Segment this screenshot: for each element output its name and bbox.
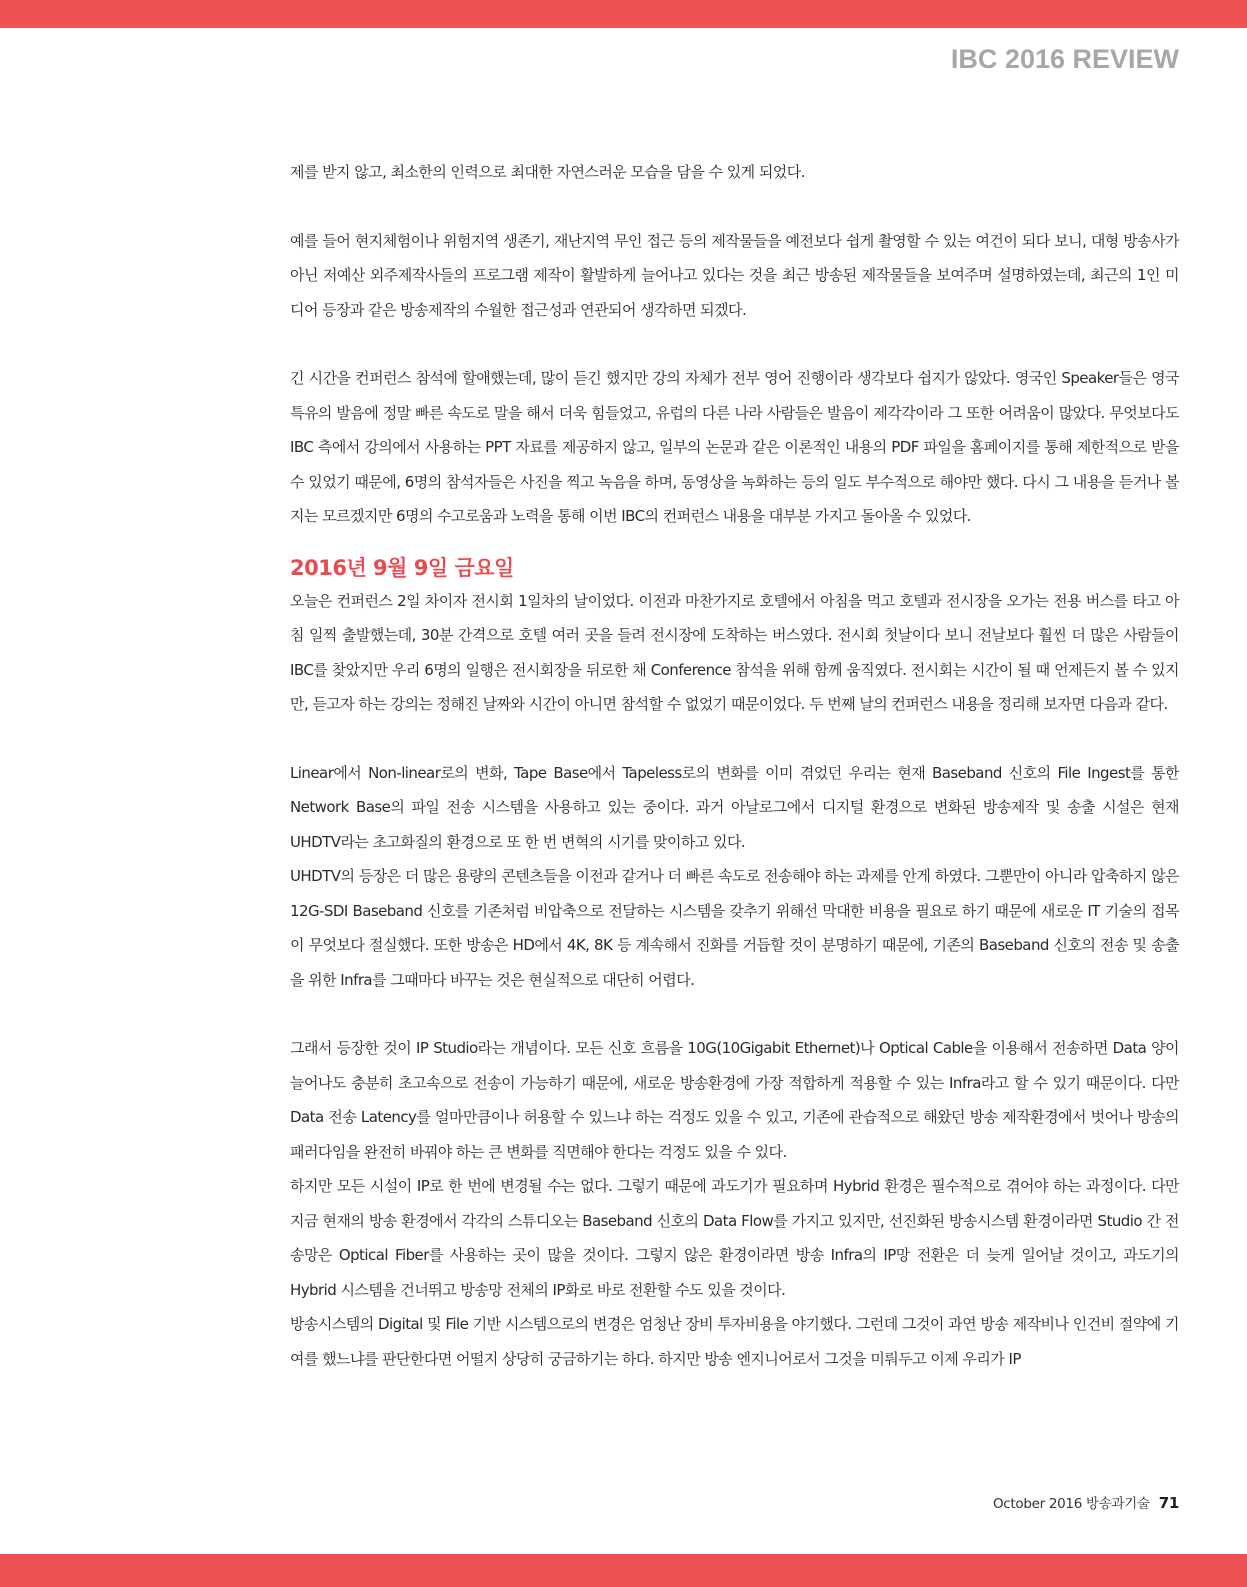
paragraph-spacer bbox=[290, 327, 1179, 361]
section-spacer bbox=[290, 534, 1179, 552]
magazine-section-title: IBC 2016 REVIEW bbox=[950, 44, 1179, 74]
paragraph-5: Linear에서 Non-linear로의 변화, Tape Base에서 Tapeless로의 변화를 이미 겪었던 우리는 현재 Baseband 신호의 File Ingest를 통한 Network Base의 파일 전송 시스템을 사용하고 있는 중이다. 과거 아날로그에서 디지털 환경으로 변화된 방송제작 및 송출 시설은 현재 UHDTV라는 초고화질의 환경으로 또 한 번 변혁의 시기를 맞이하고 있다. bbox=[290, 763, 1179, 851]
paragraph-spacer bbox=[290, 997, 1179, 1031]
paragraph-4: 오늘은 컨퍼런스 2일 차이자 전시회 1일차의 날이었다. 이전과 마찬가지로 호텔에서 아침을 먹고 호텔과 전시장을 오가는 전용 버스를 타고 아침 일찍 출발했는데, 30분 간격으로 호텔 여러 곳을 들려 전시장에 도착하는 버스였다. 전시회 첫날이다 보니 전날보다 훨씬 더 많은 사람들이 IBC를 찾았지만 우리 6명의 일행은 전시회장을 뒤로한 채 Conference 참석을 위해 함께 움직였다. 전시회는 시간이 될 때 언제든지 볼 수 있지만, 듣고자 하는 강의는 정해진 날짜와 시간이 아니면 참석할 수 없었기 때문이었다. 두 번째 날의 컨퍼런스 내용을 정리해 보자면 다음과 같다. bbox=[290, 591, 1179, 713]
paragraph-6: UHDTV의 등장은 더 많은 용량의 콘텐츠들을 이전과 같거나 더 빠른 속도로 전송해야 하는 과제를 안게 하였다. 그뿐만이 아니라 압축하지 않은 12G-SDI Baseband 신호를 기존처럼 비압축으로 전달하는 시스템을 갖추기 위해선 막대한 비용을 필요로 하기 때문에 새로운 IT 기술의 접목이 무엇보다 절실했다. 또한 방송은 HD에서 4K, 8K 등 계속해서 진화를 거듭할 것이 분명하기 때문에, 기존의 Baseband 신호의 전송 및 송출을 위한 Infra를 그때마다 바꾸는 것은 현실적으로 대단히 어렵다. bbox=[290, 867, 1179, 989]
top-accent-bar bbox=[0, 0, 1247, 28]
page-number: 71 bbox=[1158, 1494, 1179, 1512]
paragraph-7: 그래서 등장한 것이 IP Studio라는 개념이다. 모든 신호 흐름을 10G(10Gigabit Ethernet)나 Optical Cable을 이용해서 전송하면 Data 양이 늘어나도 충분히 초고속으로 전송이 가능하기 때문에, 새로운 방송환경에 가장 적합하게 적용할 수 있는 Infra라고 할 수 있기 때문이다. 다만 Data 전송 Latency를 얼마만큼이나 허용할 수 있느냐 하는 걱정도 있을 수 있고, 기존에 관습적으로 해왔던 방송 제작환경에서 벗어나 방송의 패러다임을 완전히 바꿔야 하는 큰 변화를 직면해야 한다는 걱정도 있을 수 있다. bbox=[290, 1039, 1179, 1161]
article-body bbox=[290, 155, 1179, 1376]
paragraph-3: 긴 시간을 컨퍼런스 참석에 할애했는데, 많이 듣긴 했지만 강의 자체가 전부 영어 진행이라 생각보다 쉽지가 않았다. 영국인 Speaker들은 영국 특유의 발음에 정말 빠른 속도로 말을 해서 더욱 힘들었고, 유럽의 다른 나라 사람들은 발음이 제각각이라 그 또한 어려움이 많았다. 무엇보다도 IBC 측에서 강의에서 사용하는 PPT 자료를 제공하지 않고, 일부의 논문과 같은 이론적인 내용의 PDF 파일을 홈페이지를 통해 제한적으로 받을 수 있었기 때문에, 6명의 참석자들은 사진을 찍고 녹음을 하며, 동영상을 녹화하는 등의 일도 부수적으로 해야만 했다. 다시 그 내용을 듣거나 볼지는 모르겠지만 6명의 수고로움과 노력을 통해 이번 IBC의 컨퍼런스 내용을 대부분 가지고 돌아올 수 있었다. bbox=[290, 369, 1179, 525]
section-heading-date: 2016년 9월 9일 금요일 bbox=[290, 555, 514, 580]
bottom-accent-bar bbox=[0, 1554, 1247, 1587]
publication-name: October 2016 방송과기술 bbox=[992, 1496, 1150, 1512]
paragraph-spacer bbox=[290, 190, 1179, 224]
paragraph-spacer bbox=[290, 722, 1179, 756]
page-footer bbox=[993, 1492, 1179, 1512]
paragraph-1: 제를 받지 않고, 최소한의 인력으로 최대한 자연스러운 모습을 담을 수 있게 되었다. bbox=[290, 163, 805, 181]
paragraph-8: 하지만 모든 시설이 IP로 한 번에 변경될 수는 없다. 그렇기 때문에 과도기가 필요하며 Hybrid 환경은 필수적으로 겪어야 하는 과정이다. 다만 지금 현재의 방송 환경에서 각각의 스튜디오는 Baseband 신호의 Data Flow를 가지고 있지만, 선진화된 방송시스템 환경이라면 Studio 간 전송망은 Optical Fiber를 사용하는 곳이 많을 것이다. 그렇지 않은 환경이라면 방송 Infra의 IP망 전환은 더 늦게 일어날 것이고, 과도기의 Hybrid 시스템을 건너뛰고 방송망 전체의 IP화로 바로 전환할 수도 있을 것이다. bbox=[290, 1177, 1179, 1299]
paragraph-9: 방송시스템의 Digital 및 File 기반 시스템으로의 변경은 엄청난 장비 투자비용을 야기했다. 그런데 그것이 과연 방송 제작비나 인건비 절약에 기여를 했느냐를 판단한다면 어떨지 상당히 궁금하기는 하다. 하지만 방송 엔지니어로서 그것을 미뤄두고 이제 우리가 IP bbox=[290, 1315, 1179, 1368]
paragraph-2: 예를 들어 현지체험이나 위험지역 생존기, 재난지역 무인 접근 등의 제작물들을 예전보다 쉽게 촬영할 수 있는 여건이 되다 보니, 대형 방송사가 아닌 저예산 외주제작사들의 프로그램 제작이 활발하게 늘어나고 있다는 것을 최근 방송된 제작물들을 보여주며 설명하였는데, 최근의 1인 미디어 등장과 같은 방송제작의 수월한 접근성과 연관되어 생각하면 되겠다. bbox=[290, 231, 1179, 319]
